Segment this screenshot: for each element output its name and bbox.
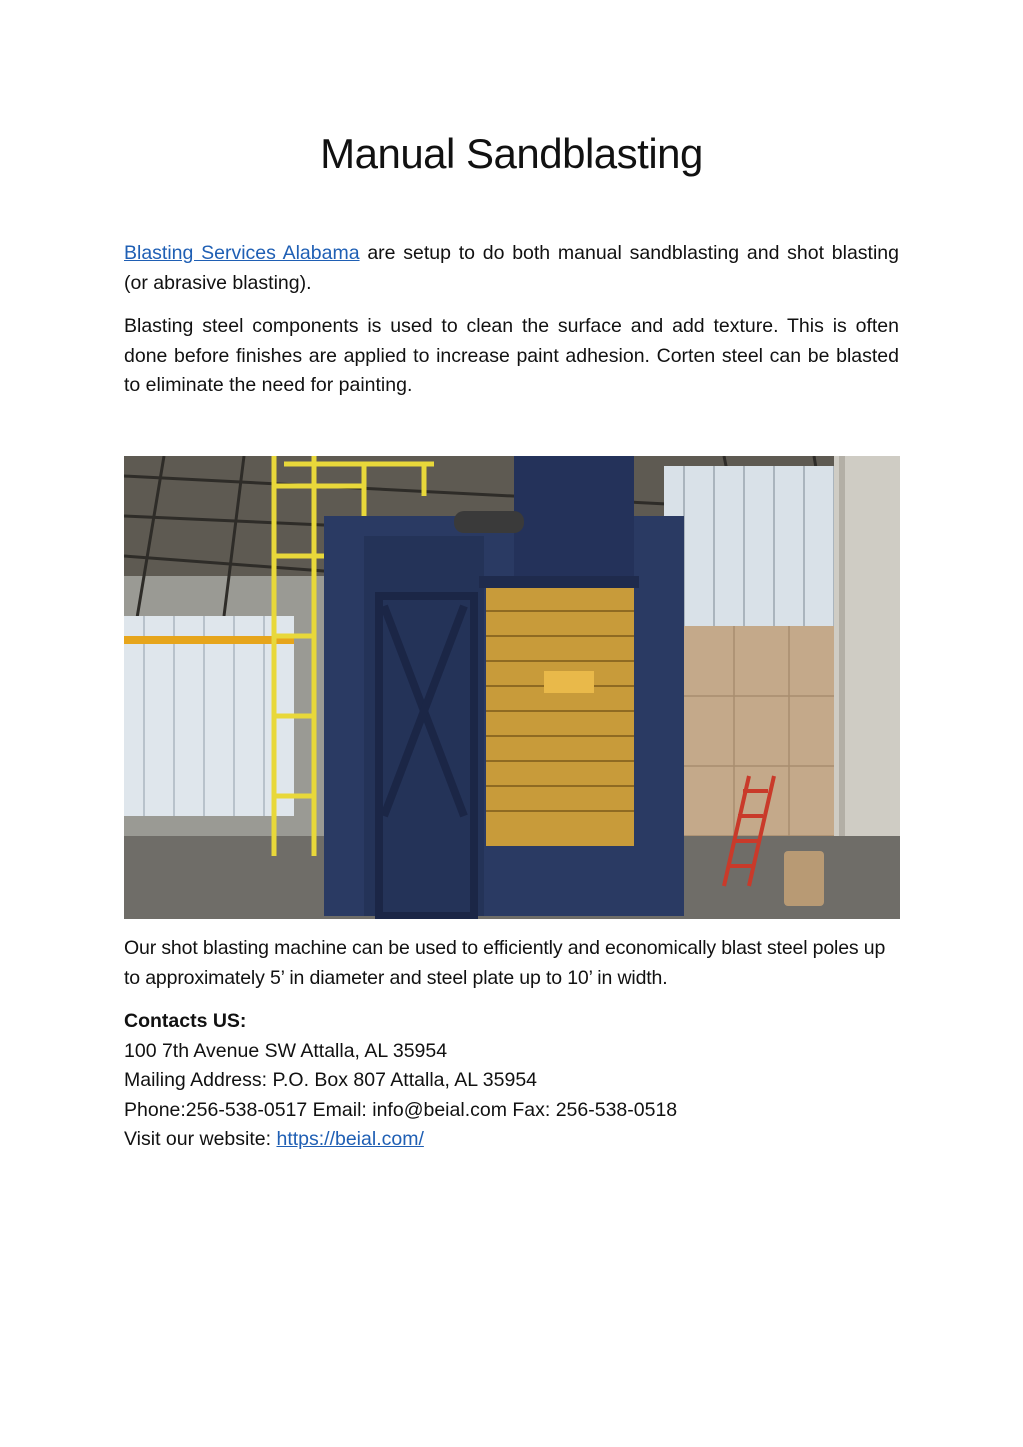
website-line	[124, 1125, 899, 1155]
blasting-description-paragraph: Blasting steel components is used to clean the surface and add texture. This is often done before finishes are applied to increase paint adhesion. Corten steel can be blasted to eliminate the need for painting.	[124, 315, 899, 396]
website-link[interactable]: https://beial.com/	[276, 1128, 424, 1150]
page-title: Manual Sandblasting	[320, 130, 703, 177]
intro-paragraph	[124, 239, 899, 298]
blasting-services-link[interactable]: Blasting Services Alabama	[124, 242, 360, 264]
website-label: Visit our website:	[124, 1128, 277, 1150]
contacts-block	[124, 1007, 899, 1155]
phone-email-fax: Phone:256-538-0517 Email: info@beial.com Fax: 256-538-0518	[124, 1098, 678, 1121]
street-address: 100 7th Avenue SW Attalla, AL 35954	[124, 1039, 448, 1062]
machine-capacity-paragraph: Our shot blasting machine can be used to efficiently and economically blast steel poles up to approximately 5’ in diameter and steel plate up to 10’ in width.	[124, 937, 886, 989]
mailing-address: Mailing Address: P.O. Box 807 Attalla, AL 35954	[124, 1069, 538, 1091]
intro-text: are setup to do both manual sandblasting and shot blasting (or abrasive blasting).	[124, 242, 900, 294]
contacts-heading: Contacts US:	[124, 1010, 247, 1032]
shot-blasting-machine-photo	[124, 456, 900, 919]
